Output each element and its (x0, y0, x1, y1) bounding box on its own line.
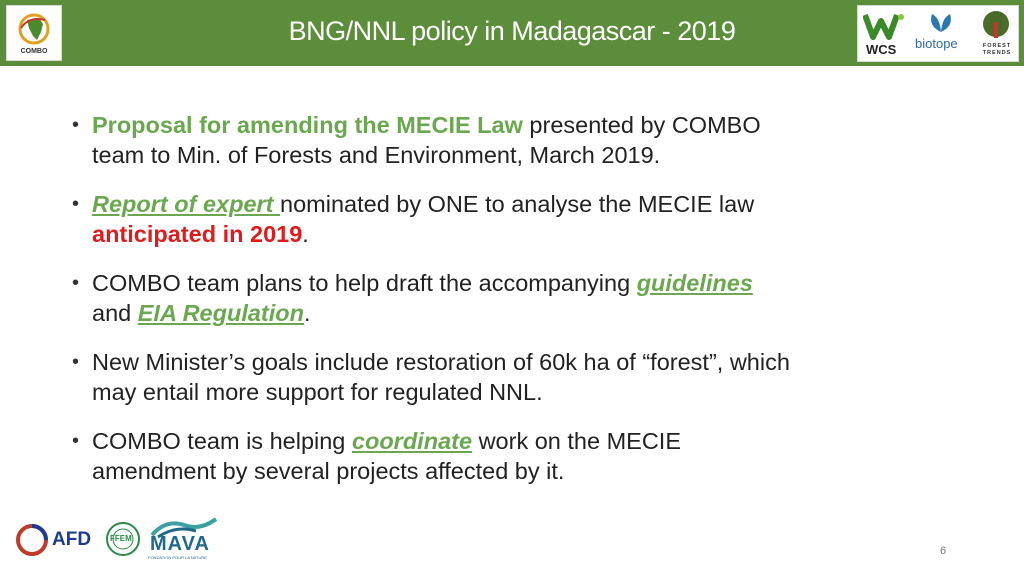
red-highlight-text: anticipated in 2019 (92, 221, 303, 247)
bullet-item (70, 189, 790, 249)
wcs-logo-text: WCS (866, 42, 897, 57)
bullet-text: work on the MECIE amendment by several projects affected by it. (92, 428, 682, 484)
bullet-text: COMBO team plans to help draft the accompanying (92, 270, 637, 296)
bullet-text: nominated by ONE to analyse the MECIE law (280, 191, 755, 217)
bullet-item (70, 110, 790, 170)
mava-logo-text: MAVA (150, 533, 210, 555)
afd-logo-icon (14, 522, 50, 558)
afd-logo-text: AFD (52, 529, 92, 550)
highlight-text: Proposal for amending the MECIE Law (92, 112, 523, 138)
forest-trends-logo-text: FOREST TRENDS (982, 43, 1012, 56)
forest-trends-logo-icon (980, 10, 1012, 40)
combo-logo (6, 5, 62, 61)
ffem-logo (104, 520, 142, 558)
eia-regulation-link[interactable]: EIA Regulation (137, 300, 304, 326)
bullet-item (70, 426, 790, 486)
wcs-logo-icon (863, 11, 907, 41)
mava-logo (146, 515, 222, 561)
guidelines-link[interactable]: guidelines (636, 270, 753, 296)
ffem-logo-text: FFEM (110, 534, 132, 543)
bullet-text: COMBO team is helping (92, 428, 352, 454)
coordinate-link[interactable]: coordinate (351, 428, 473, 454)
bullet-text: New Minister’s goals include restoration of 60k ha of “forest”, which may entail more support for regulated NNL. (92, 349, 790, 405)
combo-logo-text: COMBO (20, 48, 48, 55)
bullet-text: . (304, 300, 311, 326)
biotope-logo-text: biotope (915, 36, 958, 51)
afd-logo (14, 522, 104, 558)
mava-logo-subtext: FONDATION POUR LA NATURE (148, 555, 207, 560)
slide-title: BNG/NNL policy in Madagascar - 2019 (288, 16, 736, 46)
bullet-item (70, 268, 790, 328)
biotope-logo-icon (926, 12, 956, 34)
page-number: 6 (939, 545, 947, 557)
bullet-text: . (302, 221, 309, 247)
bullet-item (70, 347, 790, 407)
partner-logos (857, 5, 1019, 62)
bullet-text: presented by COMBO team to Min. of Forests and Environment, March 2019. (92, 112, 761, 168)
bullet-text: and (92, 300, 138, 326)
report-link[interactable]: Report of expert (92, 191, 281, 217)
bullet-list (70, 110, 790, 505)
